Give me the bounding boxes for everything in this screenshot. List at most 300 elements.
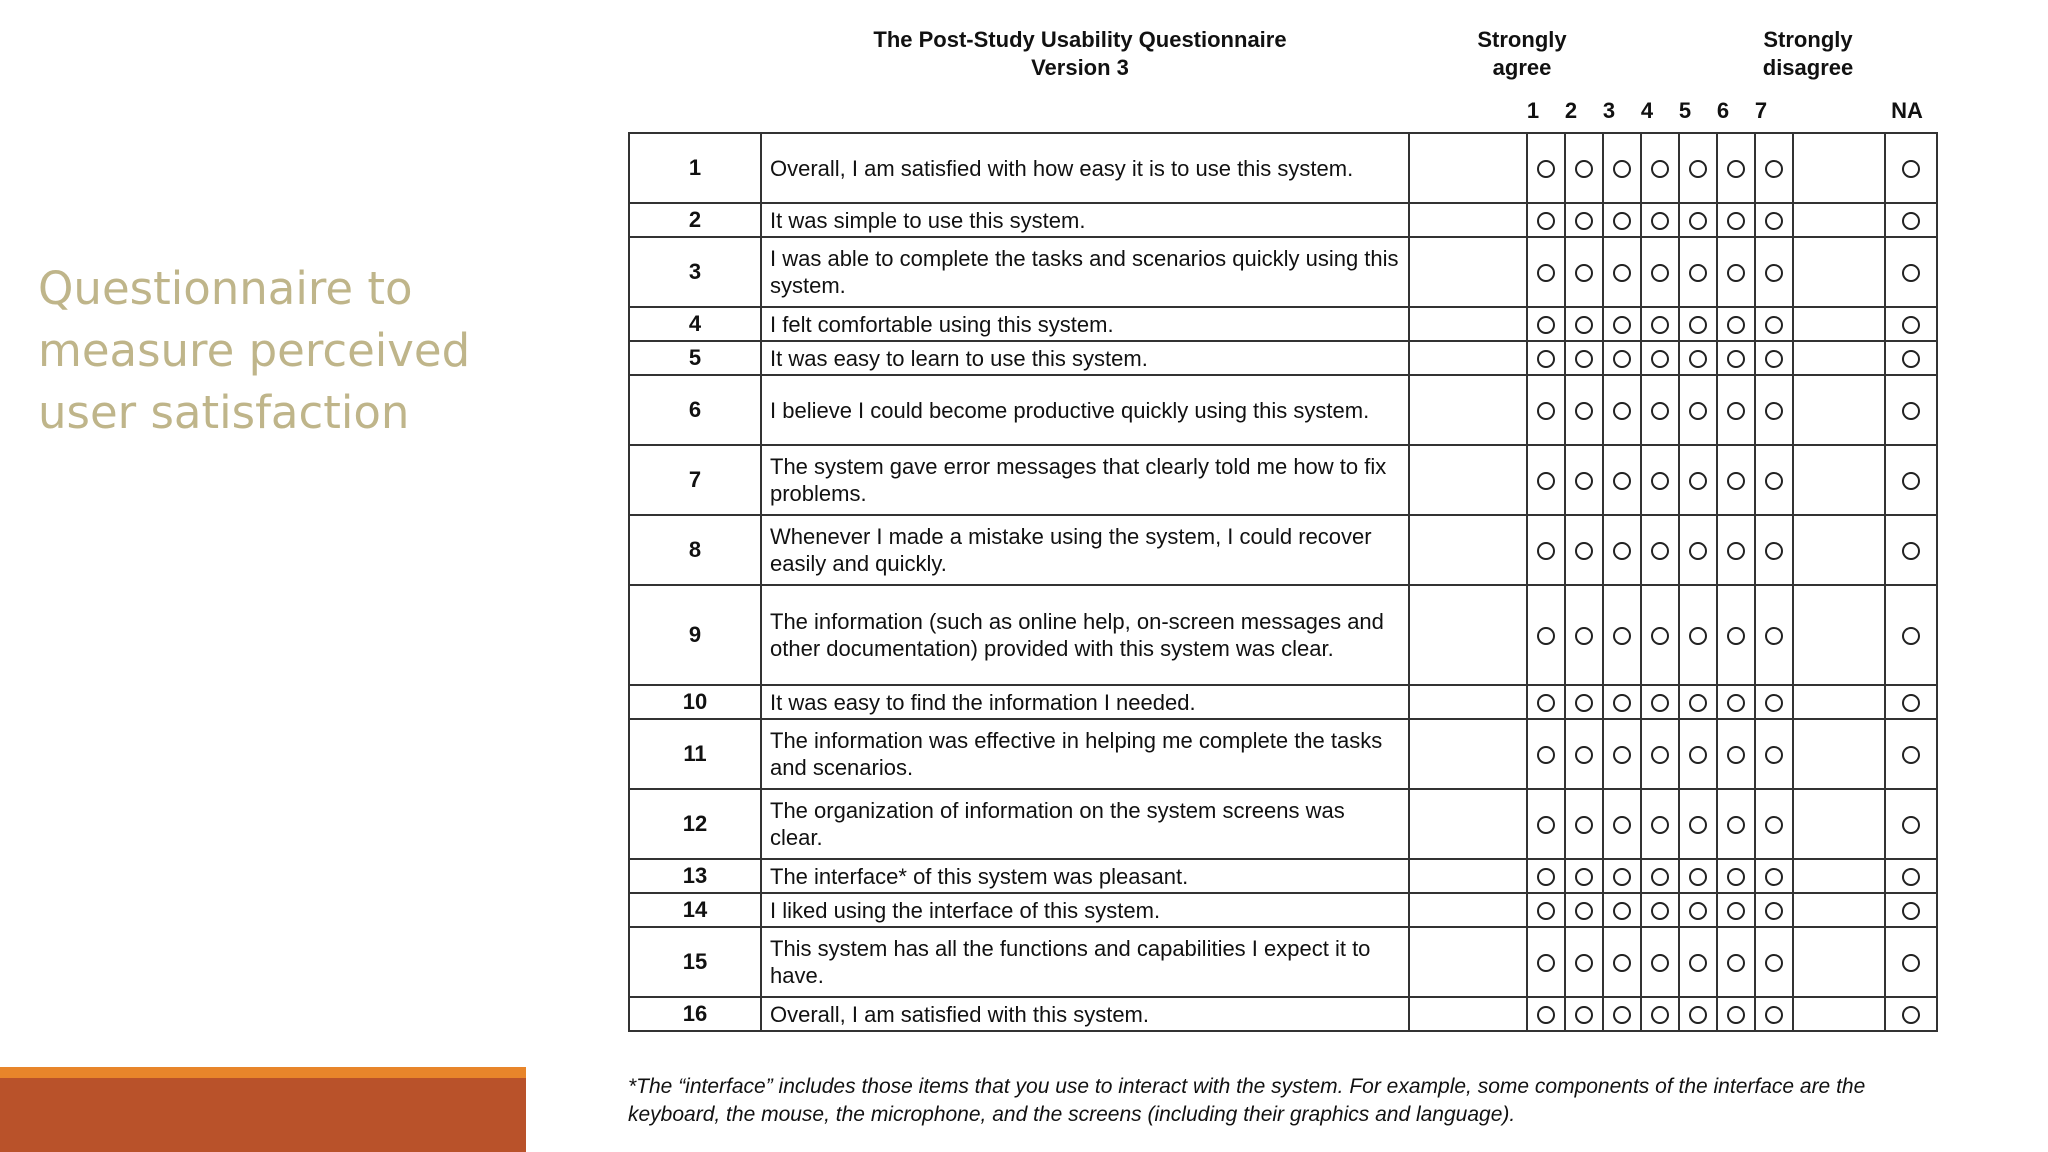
option-cell-4 xyxy=(1641,927,1679,997)
radio-option-3[interactable] xyxy=(1613,212,1631,230)
option-cell-3 xyxy=(1603,719,1641,789)
spacer-cell xyxy=(1793,445,1885,515)
radio-option-4[interactable] xyxy=(1651,868,1669,886)
radio-option-1[interactable] xyxy=(1537,264,1555,282)
option-cell-7 xyxy=(1755,789,1793,859)
option-cell-7 xyxy=(1755,719,1793,789)
radio-option-2[interactable] xyxy=(1575,472,1593,490)
scale-label-4: 4 xyxy=(1640,98,1654,123)
radio-option-1[interactable] xyxy=(1537,1006,1555,1024)
item-number: 7 xyxy=(629,445,761,515)
table-row xyxy=(629,445,1937,515)
radio-option-6[interactable] xyxy=(1727,542,1745,560)
radio-option-2[interactable] xyxy=(1575,350,1593,368)
radio-option-na[interactable] xyxy=(1902,954,1920,972)
item-statement: Overall, I am satisfied with how easy it is to use this system. xyxy=(761,133,1409,203)
item-number: 10 xyxy=(629,685,761,719)
option-cell-3 xyxy=(1603,237,1641,307)
option-cell-3 xyxy=(1603,515,1641,585)
radio-option-3[interactable] xyxy=(1613,542,1631,560)
option-cell-na xyxy=(1885,307,1937,341)
option-cell-na xyxy=(1885,515,1937,585)
anchor-agree-line1: Strongly xyxy=(1477,27,1567,52)
item-statement: The system gave error messages that clearly told me how to fix problems. xyxy=(761,445,1409,515)
radio-option-1[interactable] xyxy=(1537,694,1555,712)
radio-option-1[interactable] xyxy=(1537,402,1555,420)
option-cell-7 xyxy=(1755,307,1793,341)
radio-option-3[interactable] xyxy=(1613,746,1631,764)
spacer-cell xyxy=(1409,237,1527,307)
radio-option-7[interactable] xyxy=(1765,542,1783,560)
radio-option-7[interactable] xyxy=(1765,350,1783,368)
option-cell-2 xyxy=(1565,893,1603,927)
radio-option-5[interactable] xyxy=(1689,746,1707,764)
radio-option-3[interactable] xyxy=(1613,402,1631,420)
option-cell-3 xyxy=(1603,133,1641,203)
radio-option-4[interactable] xyxy=(1651,316,1669,334)
option-cell-7 xyxy=(1755,859,1793,893)
radio-option-7[interactable] xyxy=(1765,694,1783,712)
radio-option-na[interactable] xyxy=(1902,902,1920,920)
option-cell-6 xyxy=(1717,719,1755,789)
radio-option-3[interactable] xyxy=(1613,1006,1631,1024)
radio-option-7[interactable] xyxy=(1765,472,1783,490)
item-statement: It was easy to learn to use this system. xyxy=(761,341,1409,375)
radio-option-1[interactable] xyxy=(1537,868,1555,886)
option-cell-4 xyxy=(1641,789,1679,859)
table-row xyxy=(629,719,1937,789)
item-number: 2 xyxy=(629,203,761,237)
radio-option-4[interactable] xyxy=(1651,746,1669,764)
option-cell-7 xyxy=(1755,237,1793,307)
radio-option-1[interactable] xyxy=(1537,472,1555,490)
spacer-cell xyxy=(1793,133,1885,203)
radio-option-7[interactable] xyxy=(1765,264,1783,282)
radio-option-7[interactable] xyxy=(1765,1006,1783,1024)
option-cell-4 xyxy=(1641,341,1679,375)
option-cell-5 xyxy=(1679,927,1717,997)
radio-option-6[interactable] xyxy=(1727,816,1745,834)
option-cell-na xyxy=(1885,859,1937,893)
option-cell-6 xyxy=(1717,237,1755,307)
radio-option-7[interactable] xyxy=(1765,902,1783,920)
radio-option-3[interactable] xyxy=(1613,816,1631,834)
option-cell-2 xyxy=(1565,515,1603,585)
option-cell-na xyxy=(1885,203,1937,237)
option-cell-2 xyxy=(1565,341,1603,375)
item-statement: This system has all the functions and capabilities I expect it to have. xyxy=(761,927,1409,997)
radio-option-6[interactable] xyxy=(1727,1006,1745,1024)
radio-option-2[interactable] xyxy=(1575,694,1593,712)
radio-option-7[interactable] xyxy=(1765,746,1783,764)
radio-option-5[interactable] xyxy=(1689,264,1707,282)
scale-label-5: 5 xyxy=(1678,98,1692,123)
option-cell-4 xyxy=(1641,203,1679,237)
radio-option-2[interactable] xyxy=(1575,212,1593,230)
radio-option-3[interactable] xyxy=(1613,316,1631,334)
option-cell-7 xyxy=(1755,445,1793,515)
radio-option-2[interactable] xyxy=(1575,402,1593,420)
spacer-cell xyxy=(1793,341,1885,375)
radio-option-7[interactable] xyxy=(1765,212,1783,230)
anchor-strongly-disagree xyxy=(1743,26,1873,82)
radio-option-2[interactable] xyxy=(1575,627,1593,645)
radio-option-na[interactable] xyxy=(1902,627,1920,645)
radio-option-5[interactable] xyxy=(1689,694,1707,712)
radio-option-2[interactable] xyxy=(1575,902,1593,920)
radio-option-5[interactable] xyxy=(1689,402,1707,420)
item-number: 9 xyxy=(629,585,761,685)
spacer-cell xyxy=(1793,203,1885,237)
questionnaire-title-line1: The Post-Study Usability Questionnaire xyxy=(873,27,1287,52)
spacer-cell xyxy=(1409,893,1527,927)
option-cell-5 xyxy=(1679,375,1717,445)
radio-option-6[interactable] xyxy=(1727,264,1745,282)
radio-option-5[interactable] xyxy=(1689,1006,1707,1024)
spacer-cell xyxy=(1409,375,1527,445)
option-cell-3 xyxy=(1603,927,1641,997)
item-statement: I liked using the interface of this system. xyxy=(761,893,1409,927)
radio-option-7[interactable] xyxy=(1765,816,1783,834)
anchor-agree-line2: agree xyxy=(1492,55,1552,80)
radio-option-na[interactable] xyxy=(1902,868,1920,886)
option-cell-5 xyxy=(1679,893,1717,927)
radio-option-4[interactable] xyxy=(1651,160,1669,178)
table-row xyxy=(629,927,1937,997)
radio-option-6[interactable] xyxy=(1727,212,1745,230)
option-cell-3 xyxy=(1603,307,1641,341)
item-number: 15 xyxy=(629,927,761,997)
radio-option-4[interactable] xyxy=(1651,694,1669,712)
option-cell-5 xyxy=(1679,341,1717,375)
spacer-cell xyxy=(1793,375,1885,445)
option-cell-3 xyxy=(1603,585,1641,685)
radio-option-3[interactable] xyxy=(1613,627,1631,645)
radio-option-7[interactable] xyxy=(1765,627,1783,645)
option-cell-1 xyxy=(1527,927,1565,997)
option-cell-1 xyxy=(1527,203,1565,237)
radio-option-5[interactable] xyxy=(1689,316,1707,334)
radio-option-1[interactable] xyxy=(1537,212,1555,230)
radio-option-1[interactable] xyxy=(1537,902,1555,920)
radio-option-6[interactable] xyxy=(1727,316,1745,334)
radio-option-na[interactable] xyxy=(1902,694,1920,712)
option-cell-7 xyxy=(1755,997,1793,1031)
radio-option-2[interactable] xyxy=(1575,746,1593,764)
radio-option-2[interactable] xyxy=(1575,160,1593,178)
scale-label-7: 7 xyxy=(1754,98,1768,123)
radio-option-2[interactable] xyxy=(1575,542,1593,560)
option-cell-3 xyxy=(1603,997,1641,1031)
radio-option-3[interactable] xyxy=(1613,350,1631,368)
option-cell-5 xyxy=(1679,859,1717,893)
table-row xyxy=(629,307,1937,341)
radio-option-3[interactable] xyxy=(1613,902,1631,920)
radio-option-na[interactable] xyxy=(1902,316,1920,334)
radio-option-7[interactable] xyxy=(1765,954,1783,972)
option-cell-6 xyxy=(1717,927,1755,997)
questionnaire-title-line2: Version 3 xyxy=(1031,55,1129,80)
option-cell-2 xyxy=(1565,133,1603,203)
spacer-cell xyxy=(1409,341,1527,375)
option-cell-3 xyxy=(1603,341,1641,375)
option-cell-2 xyxy=(1565,203,1603,237)
radio-option-6[interactable] xyxy=(1727,350,1745,368)
option-cell-6 xyxy=(1717,859,1755,893)
scale-label-1: 1 xyxy=(1526,98,1540,123)
radio-option-2[interactable] xyxy=(1575,816,1593,834)
spacer-cell xyxy=(1793,997,1885,1031)
item-number: 4 xyxy=(629,307,761,341)
item-statement: Whenever I made a mistake using the system, I could recover easily and quickly. xyxy=(761,515,1409,585)
option-cell-1 xyxy=(1527,515,1565,585)
table-row xyxy=(629,237,1937,307)
option-cell-6 xyxy=(1717,133,1755,203)
option-cell-5 xyxy=(1679,203,1717,237)
radio-option-6[interactable] xyxy=(1727,402,1745,420)
option-cell-na xyxy=(1885,585,1937,685)
table-row xyxy=(629,341,1937,375)
radio-option-4[interactable] xyxy=(1651,542,1669,560)
table-row xyxy=(629,685,1937,719)
radio-option-4[interactable] xyxy=(1651,402,1669,420)
option-cell-3 xyxy=(1603,445,1641,515)
spacer-cell xyxy=(1409,997,1527,1031)
radio-option-3[interactable] xyxy=(1613,264,1631,282)
radio-option-na[interactable] xyxy=(1902,1006,1920,1024)
table-row xyxy=(629,789,1937,859)
radio-option-5[interactable] xyxy=(1689,212,1707,230)
radio-option-4[interactable] xyxy=(1651,627,1669,645)
option-cell-2 xyxy=(1565,585,1603,685)
radio-option-5[interactable] xyxy=(1689,902,1707,920)
option-cell-7 xyxy=(1755,585,1793,685)
item-statement: The information (such as online help, on-screen messages and other documentation) provided with this system was clear. xyxy=(761,585,1409,685)
option-cell-1 xyxy=(1527,719,1565,789)
option-cell-6 xyxy=(1717,375,1755,445)
table-row xyxy=(629,203,1937,237)
radio-option-4[interactable] xyxy=(1651,350,1669,368)
item-number: 16 xyxy=(629,997,761,1031)
option-cell-1 xyxy=(1527,375,1565,445)
radio-option-5[interactable] xyxy=(1689,350,1707,368)
spacer-cell xyxy=(1793,307,1885,341)
scale-label-3: 3 xyxy=(1602,98,1616,123)
option-cell-4 xyxy=(1641,133,1679,203)
option-cell-2 xyxy=(1565,375,1603,445)
table-row xyxy=(629,585,1937,685)
option-cell-5 xyxy=(1679,445,1717,515)
option-cell-2 xyxy=(1565,445,1603,515)
radio-option-7[interactable] xyxy=(1765,160,1783,178)
anchor-disagree-line2: disagree xyxy=(1762,55,1854,80)
option-cell-na xyxy=(1885,685,1937,719)
option-cell-1 xyxy=(1527,893,1565,927)
radio-option-6[interactable] xyxy=(1727,472,1745,490)
spacer-cell xyxy=(1793,859,1885,893)
option-cell-4 xyxy=(1641,445,1679,515)
scale-label-6: 6 xyxy=(1716,98,1730,123)
table-row xyxy=(629,859,1937,893)
spacer-cell xyxy=(1409,927,1527,997)
option-cell-2 xyxy=(1565,997,1603,1031)
option-cell-na xyxy=(1885,789,1937,859)
option-cell-5 xyxy=(1679,515,1717,585)
radio-option-5[interactable] xyxy=(1689,627,1707,645)
radio-option-1[interactable] xyxy=(1537,954,1555,972)
option-cell-2 xyxy=(1565,789,1603,859)
option-cell-4 xyxy=(1641,719,1679,789)
radio-option-3[interactable] xyxy=(1613,472,1631,490)
option-cell-1 xyxy=(1527,341,1565,375)
radio-option-1[interactable] xyxy=(1537,746,1555,764)
scale-label-2: 2 xyxy=(1564,98,1578,123)
option-cell-3 xyxy=(1603,893,1641,927)
scale-label-na: NA xyxy=(1891,98,1923,123)
option-cell-1 xyxy=(1527,859,1565,893)
radio-option-5[interactable] xyxy=(1689,954,1707,972)
option-cell-1 xyxy=(1527,237,1565,307)
option-cell-6 xyxy=(1717,893,1755,927)
option-cell-6 xyxy=(1717,997,1755,1031)
option-cell-5 xyxy=(1679,133,1717,203)
radio-option-4[interactable] xyxy=(1651,902,1669,920)
option-cell-2 xyxy=(1565,927,1603,997)
questionnaire-table xyxy=(628,132,1938,1032)
radio-option-2[interactable] xyxy=(1575,954,1593,972)
radio-option-3[interactable] xyxy=(1613,954,1631,972)
option-cell-4 xyxy=(1641,515,1679,585)
radio-option-na[interactable] xyxy=(1902,160,1920,178)
radio-option-3[interactable] xyxy=(1613,160,1631,178)
radio-option-3[interactable] xyxy=(1613,694,1631,712)
radio-option-7[interactable] xyxy=(1765,868,1783,886)
option-cell-na xyxy=(1885,445,1937,515)
spacer-cell xyxy=(1793,927,1885,997)
radio-option-6[interactable] xyxy=(1727,954,1745,972)
radio-option-1[interactable] xyxy=(1537,542,1555,560)
spacer-cell xyxy=(1409,585,1527,685)
radio-option-5[interactable] xyxy=(1689,472,1707,490)
option-cell-3 xyxy=(1603,203,1641,237)
option-cell-6 xyxy=(1717,585,1755,685)
radio-option-6[interactable] xyxy=(1727,868,1745,886)
spacer-cell xyxy=(1793,585,1885,685)
table-row xyxy=(629,893,1937,927)
radio-option-2[interactable] xyxy=(1575,868,1593,886)
option-cell-6 xyxy=(1717,789,1755,859)
radio-option-na[interactable] xyxy=(1902,402,1920,420)
anchor-strongly-agree xyxy=(1457,26,1587,82)
radio-option-na[interactable] xyxy=(1902,350,1920,368)
option-cell-na xyxy=(1885,927,1937,997)
radio-option-7[interactable] xyxy=(1765,402,1783,420)
slide-title: Questionnaire to measure perceived user satisfaction xyxy=(38,262,471,439)
option-cell-4 xyxy=(1641,585,1679,685)
item-statement: Overall, I am satisfied with this system. xyxy=(761,997,1409,1031)
radio-option-6[interactable] xyxy=(1727,746,1745,764)
option-cell-6 xyxy=(1717,685,1755,719)
radio-option-na[interactable] xyxy=(1902,472,1920,490)
radio-option-4[interactable] xyxy=(1651,954,1669,972)
radio-option-6[interactable] xyxy=(1727,627,1745,645)
option-cell-3 xyxy=(1603,375,1641,445)
option-cell-2 xyxy=(1565,719,1603,789)
radio-option-7[interactable] xyxy=(1765,316,1783,334)
option-cell-7 xyxy=(1755,927,1793,997)
accent-bar-rust xyxy=(0,1078,526,1152)
option-cell-5 xyxy=(1679,789,1717,859)
radio-option-1[interactable] xyxy=(1537,316,1555,334)
option-cell-2 xyxy=(1565,859,1603,893)
radio-option-3[interactable] xyxy=(1613,868,1631,886)
radio-option-6[interactable] xyxy=(1727,902,1745,920)
option-cell-5 xyxy=(1679,719,1717,789)
option-cell-6 xyxy=(1717,307,1755,341)
option-cell-4 xyxy=(1641,375,1679,445)
radio-option-1[interactable] xyxy=(1537,350,1555,368)
table-row xyxy=(629,515,1937,585)
item-number: 1 xyxy=(629,133,761,203)
radio-option-5[interactable] xyxy=(1689,868,1707,886)
radio-option-na[interactable] xyxy=(1902,212,1920,230)
radio-option-na[interactable] xyxy=(1902,746,1920,764)
spacer-cell xyxy=(1793,789,1885,859)
radio-option-6[interactable] xyxy=(1727,160,1745,178)
radio-option-6[interactable] xyxy=(1727,694,1745,712)
option-cell-3 xyxy=(1603,685,1641,719)
radio-option-na[interactable] xyxy=(1902,542,1920,560)
radio-option-1[interactable] xyxy=(1537,627,1555,645)
radio-option-na[interactable] xyxy=(1902,264,1920,282)
radio-option-2[interactable] xyxy=(1575,1006,1593,1024)
option-cell-4 xyxy=(1641,307,1679,341)
radio-option-4[interactable] xyxy=(1651,264,1669,282)
radio-option-5[interactable] xyxy=(1689,542,1707,560)
radio-option-1[interactable] xyxy=(1537,160,1555,178)
radio-option-5[interactable] xyxy=(1689,816,1707,834)
item-number: 11 xyxy=(629,719,761,789)
option-cell-4 xyxy=(1641,893,1679,927)
option-cell-7 xyxy=(1755,341,1793,375)
option-cell-na xyxy=(1885,133,1937,203)
radio-option-4[interactable] xyxy=(1651,212,1669,230)
option-cell-2 xyxy=(1565,307,1603,341)
radio-option-4[interactable] xyxy=(1651,816,1669,834)
radio-option-2[interactable] xyxy=(1575,264,1593,282)
option-cell-1 xyxy=(1527,445,1565,515)
radio-option-4[interactable] xyxy=(1651,472,1669,490)
radio-option-1[interactable] xyxy=(1537,816,1555,834)
radio-option-4[interactable] xyxy=(1651,1006,1669,1024)
spacer-cell xyxy=(1793,893,1885,927)
option-cell-5 xyxy=(1679,585,1717,685)
radio-option-5[interactable] xyxy=(1689,160,1707,178)
radio-option-2[interactable] xyxy=(1575,316,1593,334)
option-cell-5 xyxy=(1679,307,1717,341)
item-number: 5 xyxy=(629,341,761,375)
radio-option-na[interactable] xyxy=(1902,816,1920,834)
option-cell-4 xyxy=(1641,237,1679,307)
spacer-cell xyxy=(1409,719,1527,789)
option-cell-1 xyxy=(1527,997,1565,1031)
item-statement: The organization of information on the system screens was clear. xyxy=(761,789,1409,859)
option-cell-3 xyxy=(1603,789,1641,859)
item-statement: I was able to complete the tasks and scenarios quickly using this system. xyxy=(761,237,1409,307)
option-cell-5 xyxy=(1679,997,1717,1031)
table-row xyxy=(629,375,1937,445)
item-number: 14 xyxy=(629,893,761,927)
